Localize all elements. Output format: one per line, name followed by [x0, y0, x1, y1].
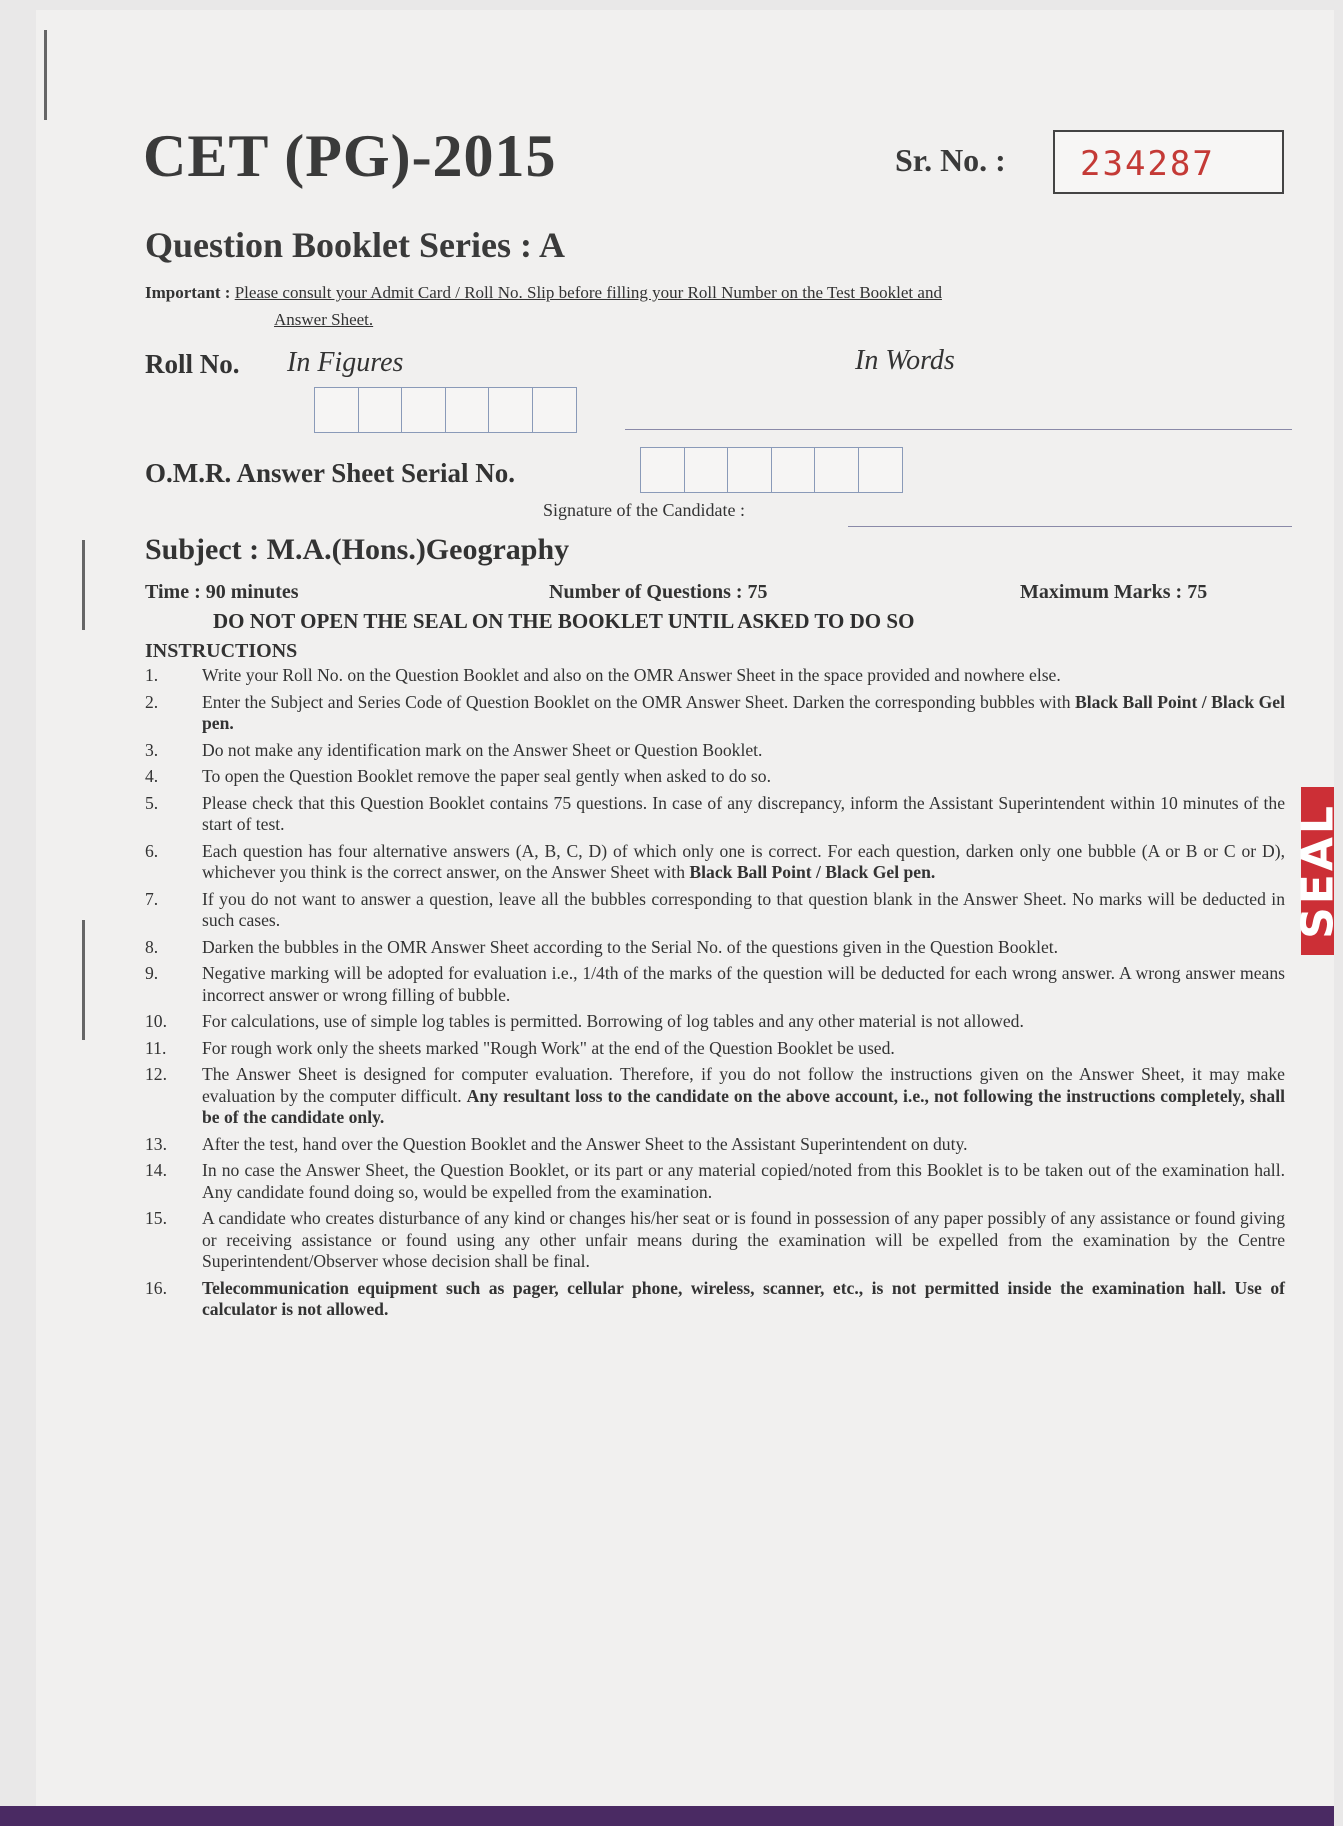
roll-digit-box[interactable] — [358, 387, 403, 433]
instruction-text — [202, 793, 1285, 836]
instruction-item — [145, 1278, 1285, 1321]
instruction-text — [202, 937, 1285, 959]
instruction-number: 16. — [145, 1277, 167, 1298]
important-note — [145, 283, 942, 303]
instruction-number: 2. — [145, 691, 159, 712]
instruction-body: Do not make any identification mark on the Answer Sheet or Question Booklet. — [202, 739, 763, 760]
instruction-text — [202, 766, 1285, 788]
instruction-item — [145, 1134, 1285, 1156]
instruction-text — [202, 1134, 1285, 1156]
instruction-item — [145, 692, 1285, 735]
scan-bottom-band — [0, 1806, 1334, 1826]
roll-digit-box[interactable] — [532, 387, 577, 433]
instruction-body: In no case the Answer Sheet, the Question Booklet, or its part or any material copied/noted from this Booklet is to be taken out of the examination hall. Any candidate found doing so, would be expelled from the examination. — [202, 1160, 1285, 1202]
important-label: Important : — [145, 283, 231, 302]
instruction-item — [145, 1011, 1285, 1033]
instruction-number: 4. — [145, 766, 159, 786]
roll-digit-box[interactable] — [314, 387, 359, 433]
in-figures-label: In Figures — [287, 347, 404, 378]
instruction-number: 14. — [145, 1160, 167, 1180]
instructions-heading: INSTRUCTIONS — [145, 640, 298, 662]
roll-in-words-line[interactable] — [625, 429, 1292, 430]
omr-digit-box[interactable] — [640, 447, 685, 493]
instruction-item — [145, 963, 1285, 1006]
instruction-number: 5. — [145, 792, 159, 813]
instruction-text — [202, 1038, 1285, 1060]
instruction-body: Each question has four alternative answers (A, B, C, D) of which only one is correct. For each question, darken only one bubble (A or B or C or D), whichever you think is the correct answer, on the Answer Sheet with — [202, 840, 1285, 882]
instruction-item — [145, 793, 1285, 836]
instruction-number: 15. — [145, 1208, 167, 1228]
instruction-item — [145, 740, 1285, 762]
seal-sticker — [1292, 787, 1343, 955]
instruction-number: 12. — [145, 1064, 167, 1084]
scan-edge-mark — [82, 920, 85, 1040]
omr-serial-boxes — [640, 447, 901, 493]
instruction-emphasis: Telecommunication equipment such as pager, cellular phone, wireless, scanner, etc., is not permitted inside the examination hall. Use of calculator is not allowed. — [202, 1277, 1285, 1319]
instruction-item — [145, 937, 1285, 959]
instruction-item — [145, 1160, 1285, 1203]
instruction-item — [145, 766, 1285, 788]
omr-digit-box[interactable] — [727, 447, 772, 493]
instruction-body: If you do not want to answer a question, leave all the bubbles corresponding to that question blank in the Answer Sheet. No marks will be deducted in such cases. — [202, 888, 1285, 930]
exam-title: CET (PG)-2015 — [143, 123, 557, 189]
scan-edge-mark — [82, 540, 85, 630]
important-text-cont: Answer Sheet. — [274, 310, 374, 329]
instruction-emphasis: Black Ball Point / Black Gel pen. — [202, 691, 1285, 733]
subject-title: Subject : M.A.(Hons.)Geography — [145, 533, 570, 566]
instruction-item — [145, 889, 1285, 932]
instructions-list — [145, 665, 1285, 1326]
instruction-body: For rough work only the sheets marked "Rough Work" at the end of the Question Booklet be used. — [202, 1037, 895, 1058]
instruction-emphasis: Any resultant loss to the candidate on the above account, i.e., not following the instructions completely, shall be of the candidate only. — [202, 1085, 1285, 1127]
serial-number-value: 234287 — [1080, 144, 1215, 184]
number-of-questions: Number of Questions : 75 — [549, 581, 768, 603]
instruction-item — [145, 1064, 1285, 1129]
instruction-text — [202, 665, 1285, 687]
instruction-text — [202, 692, 1285, 735]
instruction-body: Negative marking will be adopted for evaluation i.e., 1/4th of the marks of the question will be deducted for each wrong answer. A wrong answer means incorrect answer or wrong filling of bubble. — [202, 963, 1285, 1005]
instruction-number: 8. — [145, 936, 159, 957]
instruction-body: Write your Roll No. on the Question Booklet and also on the OMR Answer Sheet in the space provided and nowhere else. — [202, 665, 1061, 685]
instruction-body: A candidate who creates disturbance of any kind or changes his/her seat or is found in possession of any paper possibly of any assistance or found giving or receiving assistance or found using any other unfair means during the examination will be expelled from the examination by the Centre Superintendent/Observer whose decision shall be final. — [202, 1208, 1285, 1271]
roll-digit-box[interactable] — [488, 387, 533, 433]
roll-number-boxes — [314, 387, 575, 433]
seal-warning: DO NOT OPEN THE SEAL ON THE BOOKLET UNTIL ASKED TO DO SO — [213, 609, 915, 633]
instruction-body: To open the Question Booklet remove the paper seal gently when asked to do so. — [202, 766, 771, 786]
in-words-label: In Words — [855, 345, 955, 376]
instruction-item — [145, 665, 1285, 687]
omr-digit-box[interactable] — [814, 447, 859, 493]
instruction-number: 1. — [145, 665, 159, 685]
scan-edge-mark — [44, 30, 47, 120]
instruction-number: 9. — [145, 963, 159, 983]
instruction-number: 6. — [145, 840, 159, 861]
exam-time: Time : 90 minutes — [145, 581, 299, 603]
instruction-emphasis: Black Ball Point / Black Gel pen. — [689, 862, 936, 882]
roll-digit-box[interactable] — [445, 387, 490, 433]
instruction-item — [145, 841, 1285, 884]
instruction-body: After the test, hand over the Question Booklet and the Answer Sheet to the Assistant Superintendent on duty. — [202, 1133, 968, 1154]
instruction-text — [202, 1208, 1285, 1273]
instruction-item — [145, 1038, 1285, 1060]
instruction-body: Enter the Subject and Series Code of Question Booklet on the OMR Answer Sheet. Darken the corresponding bubbles with — [202, 691, 1071, 712]
instruction-item — [145, 1208, 1285, 1273]
omr-serial-label: O.M.R. Answer Sheet Serial No. — [145, 458, 515, 488]
booklet-series: Question Booklet Series : A — [145, 225, 565, 265]
omr-digit-box[interactable] — [771, 447, 816, 493]
instruction-body: The Answer Sheet is designed for computer evaluation. Therefore, if you do not follow the instructions given on the Answer Sheet, it may make evaluation by the computer difficult. — [202, 1064, 1285, 1106]
serial-number-label: Sr. No. : — [895, 142, 1006, 178]
important-text: Please consult your Admit Card / Roll No. Slip before filling your Roll Number on the Test Booklet and — [234, 283, 942, 302]
instruction-text — [202, 889, 1285, 932]
omr-digit-box[interactable] — [684, 447, 729, 493]
seal-text: SEAL — [1292, 803, 1343, 939]
roll-digit-box[interactable] — [401, 387, 446, 433]
instruction-body: For calculations, use of simple log tables is permitted. Borrowing of log tables and any other material is not allowed. — [202, 1011, 1024, 1031]
instruction-text — [202, 1064, 1285, 1129]
omr-digit-box[interactable] — [858, 447, 903, 493]
maximum-marks: Maximum Marks : 75 — [1020, 581, 1208, 603]
instruction-number: 7. — [145, 888, 159, 909]
instruction-text — [202, 740, 1285, 762]
instruction-text — [202, 963, 1285, 1006]
instruction-text — [202, 1011, 1285, 1033]
signature-label: Signature of the Candidate : — [543, 500, 745, 520]
instruction-number: 3. — [145, 739, 159, 760]
instruction-number: 13. — [145, 1133, 167, 1154]
instruction-number: 11. — [145, 1037, 167, 1058]
instruction-body: Darken the bubbles in the OMR Answer Sheet according to the Serial No. of the questions given in the Question Booklet. — [202, 936, 1059, 957]
signature-line[interactable] — [848, 526, 1292, 527]
instruction-text — [202, 1278, 1285, 1321]
instruction-number: 10. — [145, 1011, 167, 1031]
instruction-text — [202, 1160, 1285, 1203]
roll-no-label: Roll No. — [145, 349, 240, 379]
instruction-body: Please check that this Question Booklet contains 75 questions. In case of any discrepancy, inform the Assistant Superintendent within 10 minutes of the start of test. — [202, 792, 1285, 834]
instruction-text — [202, 841, 1285, 884]
